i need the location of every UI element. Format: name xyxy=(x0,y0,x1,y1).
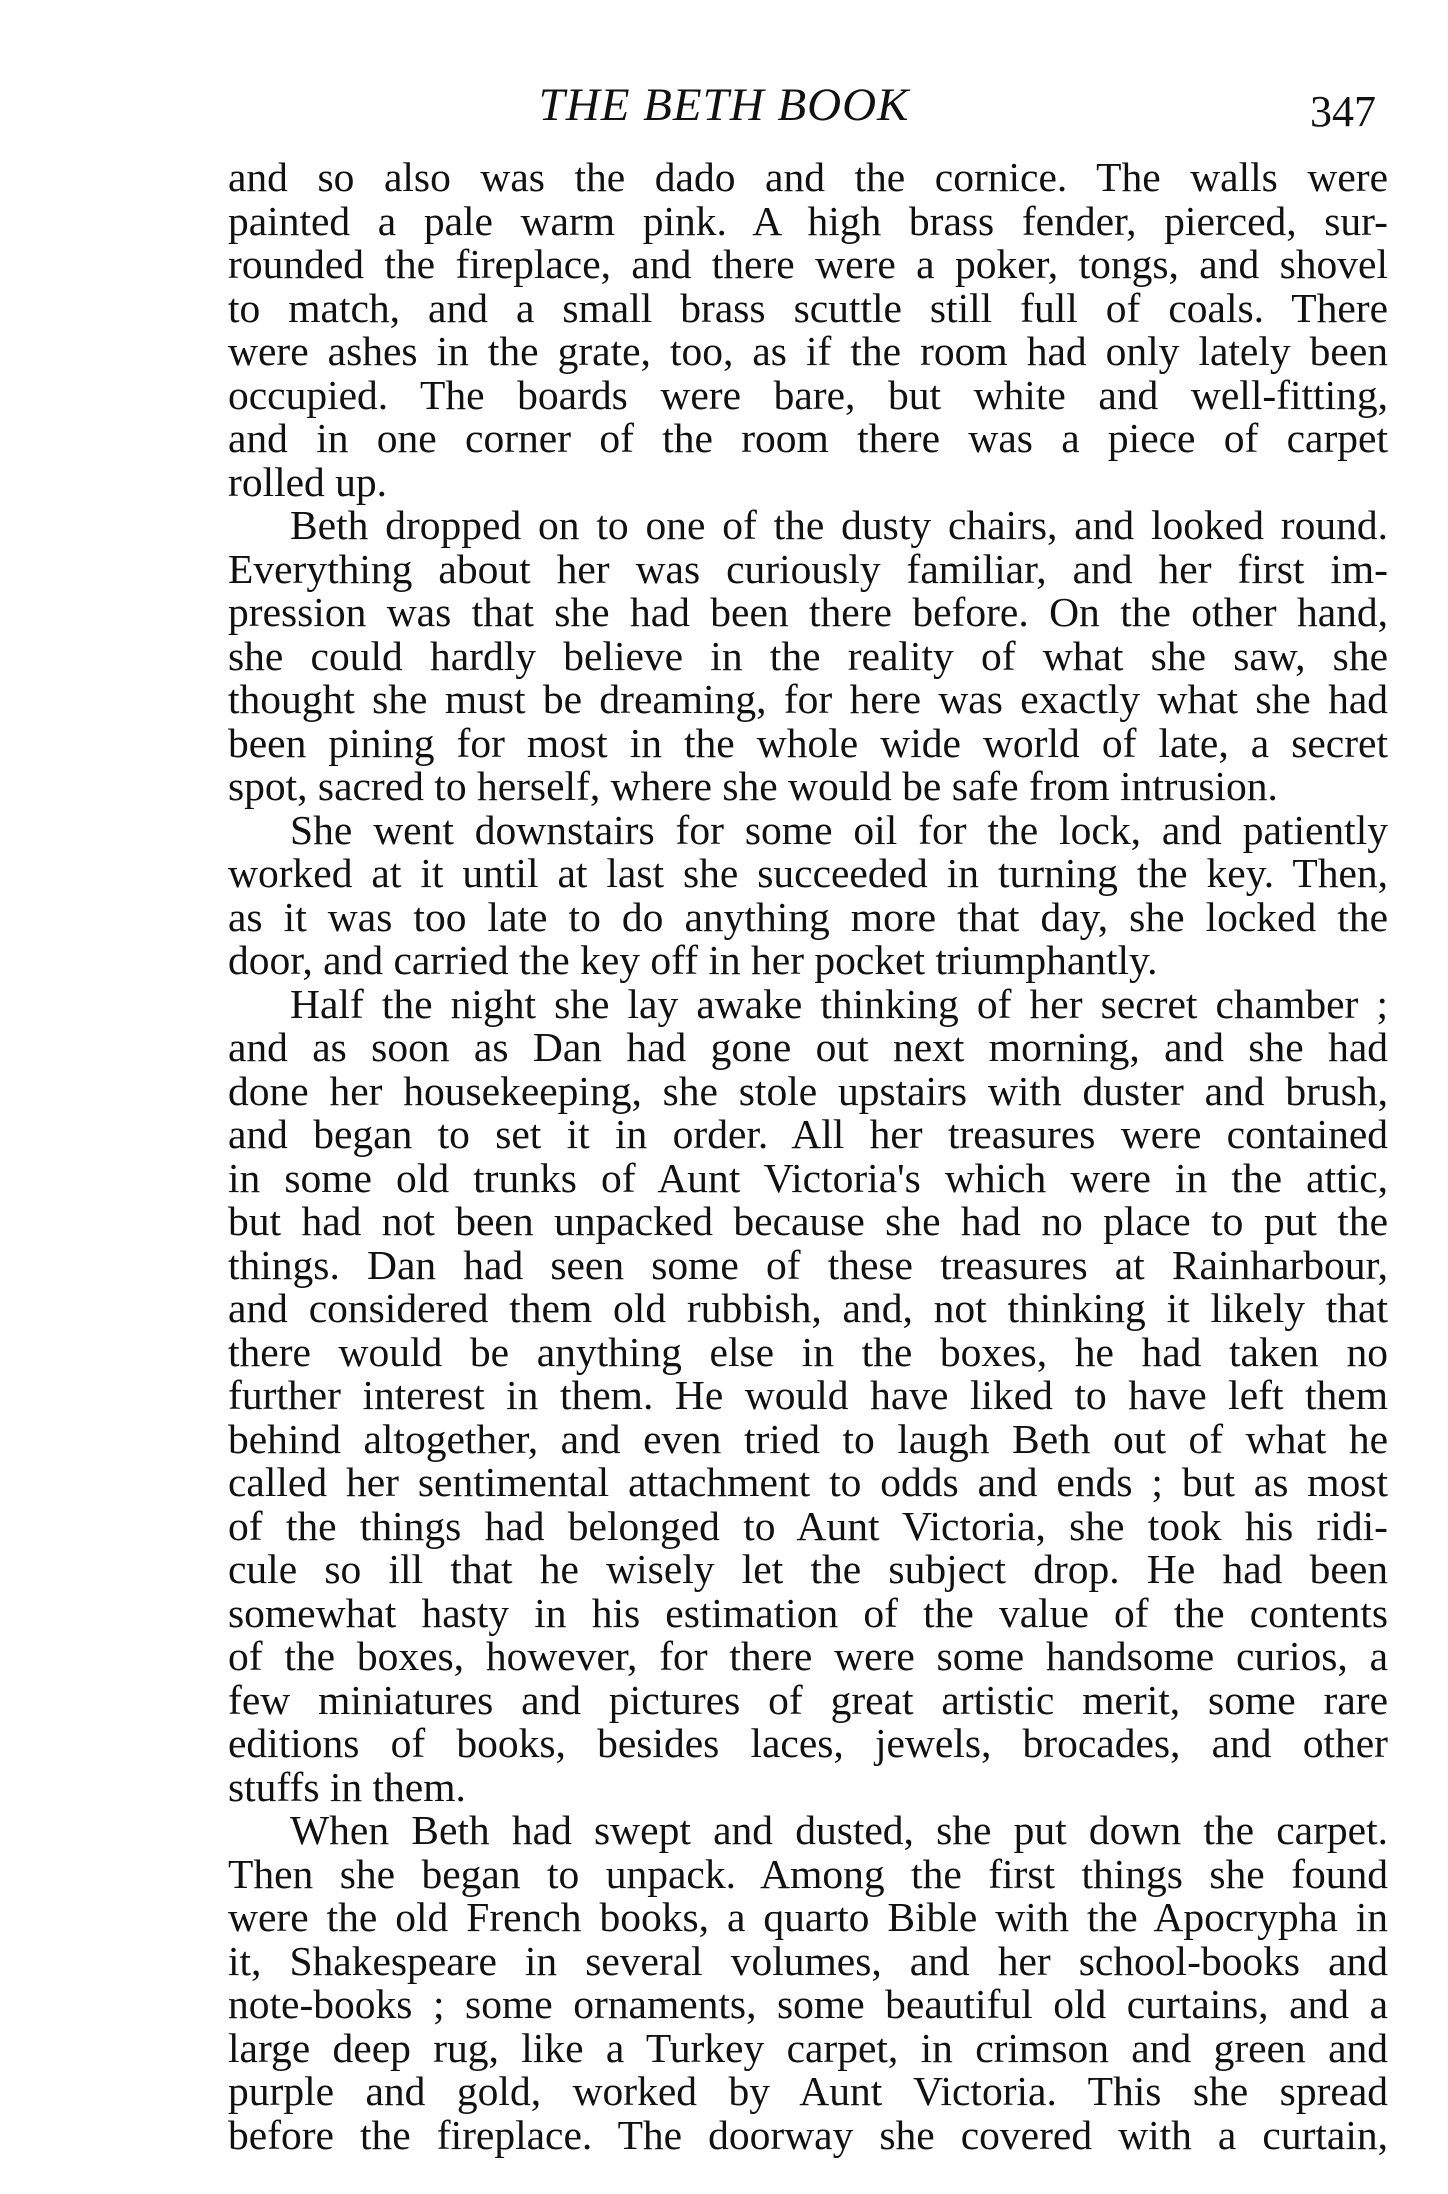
text-line: thought she must be dreaming, for here was exactly what she had xyxy=(228,676,1388,722)
text-line: worked at it until at last she succeeded in turning the key. Then, xyxy=(228,850,1388,896)
text-line: Beth dropped on to one of the dusty chairs, and looked round. xyxy=(290,502,1388,548)
text-line: cule so ill that he wisely let the subject drop. He had been xyxy=(228,1546,1388,1592)
text-line: done her housekeeping, she stole upstairs with duster and brush, xyxy=(228,1067,1388,1114)
text-line: before the fireplace. The doorway she covered with a curtain, xyxy=(228,2111,1388,2158)
text-line: there would be anything else in the boxes, he had taken no xyxy=(228,1328,1388,1375)
text-line: purple and gold, worked by Aunt Victoria. This she spread xyxy=(228,2068,1388,2114)
text-line: and considered them old rubbish, and, not thinking it likely that xyxy=(228,1285,1388,1331)
text-line: few miniatures and pictures of great artistic merit, some rare xyxy=(228,1676,1388,1723)
text-line: been pining for most in the whole wide world of late, a secret xyxy=(228,719,1388,766)
text-line: Everything about her was curiously familiar, and her first im- xyxy=(228,545,1388,592)
text-line: as it was too late to do anything more that day, she locked the xyxy=(228,893,1388,940)
text-line: spot, sacred to herself, where she would be safe from intrusion. xyxy=(228,763,1278,809)
body-text xyxy=(228,156,1388,2157)
text-line: somewhat hasty in his estimation of the value of the contents xyxy=(228,1589,1388,1636)
text-line: When Beth had swept and dusted, she put down the carpet. xyxy=(290,1807,1388,1853)
text-line: were the old French books, a quarto Bible with the Apocrypha in xyxy=(228,1894,1388,1940)
text-line: Then she began to unpack. Among the first things she found xyxy=(228,1850,1388,1897)
text-line: behind altogether, and even tried to laugh Beth out of what he xyxy=(228,1415,1388,1462)
text-line: but had not been unpacked because she had no place to put the xyxy=(228,1198,1388,1244)
text-line: pression was that she had been there before. On the other hand, xyxy=(228,589,1388,635)
text-line: of the boxes, however, for there were some handsome curios, a xyxy=(228,1633,1388,1679)
text-line: and as soon as Dan had gone out next morning, and she had xyxy=(228,1024,1388,1070)
text-line: painted a pale warm pink. A high brass fender, pierced, sur- xyxy=(228,197,1388,244)
text-line: called her sentimental attachment to odds and ends ; but as most xyxy=(228,1459,1388,1505)
text-line: stuffs in them. xyxy=(228,1763,466,1810)
text-line: editions of books, besides laces, jewels, brocades, and other xyxy=(228,1720,1388,1766)
text-line: she could hardly believe in the reality of what she saw, she xyxy=(228,632,1388,679)
text-line: note-books ; some ornaments, some beautiful old curtains, and a xyxy=(228,1981,1388,2027)
text-line: were ashes in the grate, too, as if the room had only lately been xyxy=(228,328,1388,374)
text-line: rounded the fireplace, and there were a poker, tongs, and shovel xyxy=(228,241,1388,287)
text-line: in some old trunks of Aunt Victoria's which were in the attic, xyxy=(228,1154,1388,1201)
running-title: THE BETH BOOK xyxy=(538,79,910,131)
text-line: and in one corner of the room there was a piece of carpet xyxy=(228,415,1388,461)
text-line: to match, and a small brass scuttle still full of coals. There xyxy=(228,284,1388,331)
text-line: further interest in them. He would have liked to have left them xyxy=(228,1372,1388,1418)
text-line: Half the night she lay awake thinking of her secret chamber ; xyxy=(290,980,1388,1027)
text-line: rolled up. xyxy=(228,458,388,505)
text-line: of the things had belonged to Aunt Victoria, she took his ridi- xyxy=(228,1502,1388,1549)
text-line: things. Dan had seen some of these treasures at Rainharbour, xyxy=(228,1241,1388,1288)
text-line: and so also was the dado and the cornice. The walls were xyxy=(228,154,1388,200)
text-line: it, Shakespeare in several volumes, and her school-books and xyxy=(228,1937,1388,1984)
page-number: 347 xyxy=(1310,87,1376,136)
text-line: and began to set it in order. All her treasures were contained xyxy=(228,1111,1388,1157)
text-line: She went downstairs for some oil for the lock, and patiently xyxy=(290,806,1388,853)
text-line: occupied. The boards were bare, but white and well-fitting, xyxy=(228,371,1388,418)
text-line: large deep rug, like a Turkey carpet, in crimson and green and xyxy=(228,2024,1388,2071)
text-line: door, and carried the key off in her pocket triumphantly. xyxy=(228,937,1158,983)
